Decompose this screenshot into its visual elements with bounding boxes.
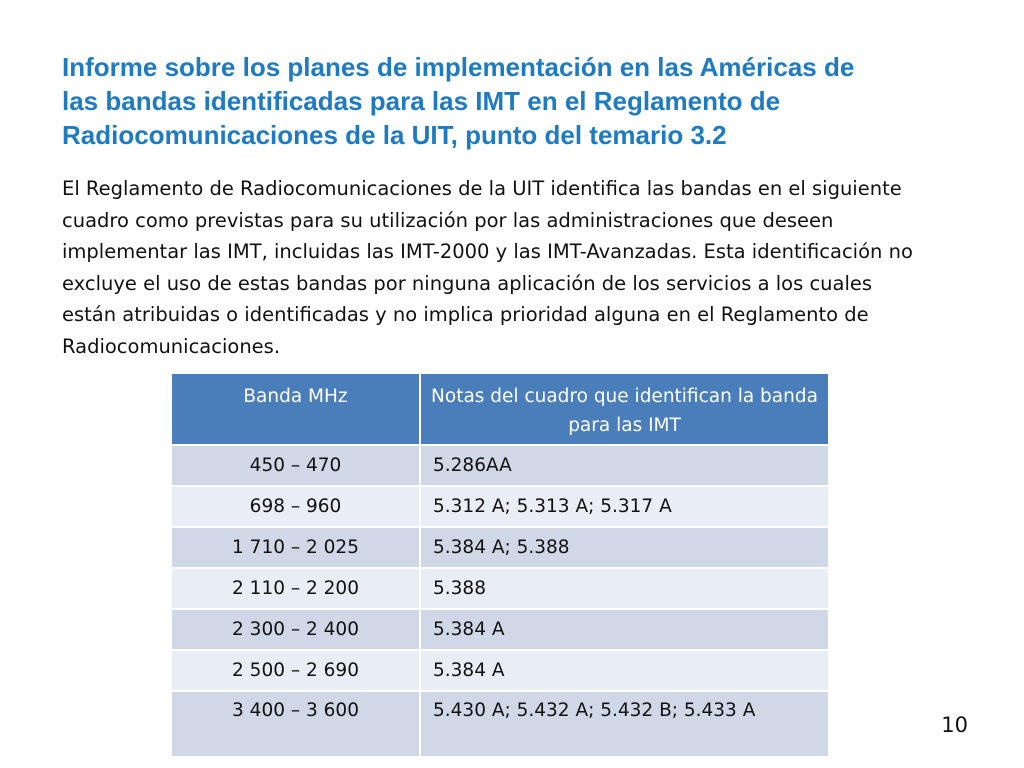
slide-title-line: Radiocomunicaciones de la UIT, punto del temario 3.2: [62, 120, 727, 150]
band-cell: 2 500 – 2 690: [171, 650, 420, 691]
notes-cell: 5.384 A: [420, 609, 829, 650]
band-cell: 698 – 960: [171, 486, 420, 527]
table-body: [171, 445, 829, 757]
notes-cell: 5.388: [420, 568, 829, 609]
table-header: [171, 373, 829, 445]
table-row: [171, 527, 829, 568]
intro-line: Radiocomunicaciones.: [62, 334, 281, 358]
table-row: [171, 650, 829, 691]
notes-cell: 5.384 A; 5.388: [420, 527, 829, 568]
page-number: 10: [941, 713, 968, 737]
band-cell: 2 300 – 2 400: [171, 609, 420, 650]
notes-cell: 5.286AA: [420, 445, 829, 486]
intro-line: excluye el uso de estas bandas por ninguna aplicación de los servicios a los cuales: [62, 271, 873, 295]
notes-cell: 5.384 A: [420, 650, 829, 691]
intro-line: cuadro como previstas para su utilización por las administraciones que deseen: [62, 208, 834, 232]
table-row: [171, 609, 829, 650]
slide-title-line: Informe sobre los planes de implementación en las Américas de: [62, 52, 855, 82]
header-band-mhz: Banda MHz: [171, 373, 420, 445]
table-row: [171, 568, 829, 609]
notes-cell: 5.430 A; 5.432 A; 5.432 B; 5.433 A: [420, 691, 829, 757]
table-row: [171, 486, 829, 527]
band-cell: 450 – 470: [171, 445, 420, 486]
band-cell: 1 710 – 2 025: [171, 527, 420, 568]
intro-line: El Reglamento de Radiocomunicaciones de la UIT identifica las bandas en el siguiente: [62, 177, 902, 200]
table-row: [171, 445, 829, 486]
table-header-row: [171, 373, 829, 445]
slide-title-line: las bandas identificadas para las IMT en el Reglamento de: [62, 86, 781, 116]
table-row: [171, 691, 829, 757]
intro-line: están atribuidas o identificadas y no implica prioridad alguna en el Reglamento de: [62, 303, 869, 326]
intro-paragraph: [62, 173, 982, 362]
header-notes: Notas del cuadro que identifican la banda para las IMT: [420, 373, 829, 445]
slide-title: [62, 50, 962, 152]
imt-bands-table: [170, 372, 830, 758]
band-cell: 3 400 – 3 600: [171, 691, 420, 757]
band-cell: 2 110 – 2 200: [171, 568, 420, 609]
notes-cell: 5.312 A; 5.313 A; 5.317 A: [420, 486, 829, 527]
intro-line: implementar las IMT, incluidas las IMT-2000 y las IMT-Avanzadas. Esta identificación no: [62, 240, 913, 263]
